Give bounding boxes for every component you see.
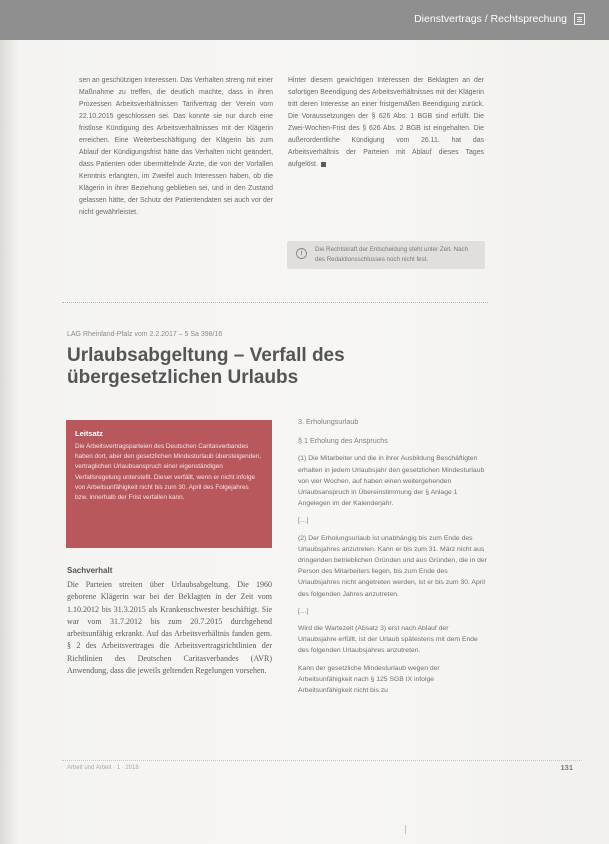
document-icon bbox=[574, 13, 585, 25]
article-title: Urlaubsabgeltung – Verfall des übergesetzlichen Urlaubs bbox=[67, 345, 345, 388]
leitsatz-text: Die Arbeitsvertragsparteien des Deutschen Caritasverbandes haben dort, aber den gesetzlichen Mindesturlaub übersteigenden, vertraglichen Urlaubsanspruch einer eigenständigen Verfallsregelung unterstellt. Dieser verfällt, wenn er nicht infolge von Arbeitsunfähigkeit nicht bis zum 30. April des Folgejahres bzw. innerhalb der Frist verfallen kann. bbox=[75, 443, 262, 502]
sachverhalt-text: Die Parteien streiten über Urlaubsabgeltung. Die 1960 geborene Klägerin war bei der Beklagten in der Zeit vom 1.10.2012 bis 31.3.2015 als Krankenschwester beschäftigt. Sie war vom 31.7.2012 bis zum 20.7.2015 durchgehend arbeitsunfähig erkrankt. Auf das Arbeitsverhältnis fanden gem. § 2 des Arbeitsvertrages die Arbeitsvertragsrichtlinien der Richtlinien des Deutschen Caritasverbandes (AVR) Anwendung, dass die jeweils geltenden Regelungen vorsehen. bbox=[67, 580, 272, 676]
top-article-right-column bbox=[288, 75, 484, 171]
right-paragraph-1: (1) Die Mitarbeiter und die in ihrer Ausbildung Beschäftigten erhalten in jedem Urlaubsjahr den gesetzlichen Mindesturlaub von vier Wochen, auf haben einen weitergehenden Urlaubsanspruch in Übereinstimmung der § Anlage 1 Angelegen im der Kalenderjahr. bbox=[298, 455, 485, 508]
end-mark-icon bbox=[321, 162, 326, 167]
ellipsis-2: […] bbox=[298, 607, 309, 615]
note-box bbox=[287, 241, 485, 269]
right-heading-erholungsurlaub: 3. Erholungsurlaub bbox=[298, 417, 359, 426]
header-bar bbox=[0, 0, 609, 40]
right-paragraph-2: (2) Der Erholungsurlaub ist unabhängig bis zum Ende des Urlaubsjahres anzutreten. Kann er bis zum 31. März nicht aus dringenden betrieblichen Gründen und aus Gründen, die in der Person des Mitarbeiters liegen, bis zum Ende des Urlaubsjahres nicht angetreten werden, ist er bis zum 30. April des folgenden Jahres anzutreten. bbox=[298, 534, 487, 598]
ellipsis-1: […] bbox=[298, 517, 309, 525]
top-article-right-text: Hinter diesem gewichtigen Interessen der Beklagten an der sofortigen Beendigung des Arbeitsverhältnisses mit der Klägerin tritt deren Interesse an einer fristgemäßen Beendigung zurück. Die Voraussetzungen der § 626 Abs. 1 BGB sind erfüllt. Die Zwei-Wochen-Frist des § 626 Abs. 2 BGB ist eingehalten. Die außerordentliche Kündigung vom 26.11. hat das Arbeitsverhältnis der Parteien mit Ablauf dieses Tages aufgelöst. bbox=[288, 77, 484, 168]
leitsatz-title: Leitsatz bbox=[75, 429, 103, 438]
top-article-left-column bbox=[79, 75, 273, 219]
right-paragraph-3: Wird die Wartezeit (Absatz 3) erst nach Ablauf der Urlaubsjahre erfüllt, ist der Urlaub spätestens mit dem Ende des folgenden Urlaubsjahres anzutreten. bbox=[298, 625, 478, 655]
footer-rule bbox=[62, 760, 582, 761]
section-heading-sachverhalt: Sachverhalt bbox=[67, 566, 113, 575]
right-heading-anspruch: § 1 Erholung des Anspruchs bbox=[298, 436, 388, 446]
info-icon: i bbox=[296, 248, 307, 259]
section-divider bbox=[62, 302, 488, 303]
article-source: LAG Rheinland-Pfalz vom 2.2.2017 – 5 Sa 398/16 bbox=[67, 331, 223, 338]
footer-publication: Arbeit und Arbeit · 1 · 2018 bbox=[67, 765, 139, 771]
right-paragraph-4: Kann der gesetzliche Mindesturlaub wegen der Arbeitsunfähigkeit nach § 125 SGB IX infolge Arbeitsunfähigkeit nicht bis zu bbox=[298, 664, 440, 695]
top-article-left-text: sen an geschützigen Interessen. Das Verhalten streng mit einer Maßnahme zu treffen, die deutlich machte, dass in ihren Prozessen Arbeitsverhältnissen Tarifvertrag der Verein vom 22.10.2015 geschlossen sei. Das konnte sie nur durch eine fristlose Kündigung des Arbeitsverhältnisses mit der Klägerin erreichen. Eine Weiterbeschäftigung der Klägerin bis zum Ablauf der Kündigungsfrist hätte das Verhalten nicht geändert, dass Patienten oder übermittelnde Ärzte, die von der Vorfallen Kenntnis erlangten, im Zweifel auch Interessen haben, ob die Klägerin in ihrer Beziehung geblieben sei, und in den Zustand gelassen hätte, der Schutz der Patientendaten sei auch vor der nicht gewährleistet. bbox=[79, 77, 273, 216]
header-category: Dienstvertrags / Rechtsprechung bbox=[414, 13, 567, 25]
article-right-column bbox=[298, 416, 488, 702]
page-number: 131 bbox=[560, 763, 573, 772]
leitsatz-box bbox=[66, 420, 272, 548]
note-text: Die Rechtskraft der Entscheidung steht unter Zeit. Nach des Redaktionsschlusses noch nicht fest. bbox=[315, 246, 469, 263]
crop-mark bbox=[405, 825, 412, 834]
